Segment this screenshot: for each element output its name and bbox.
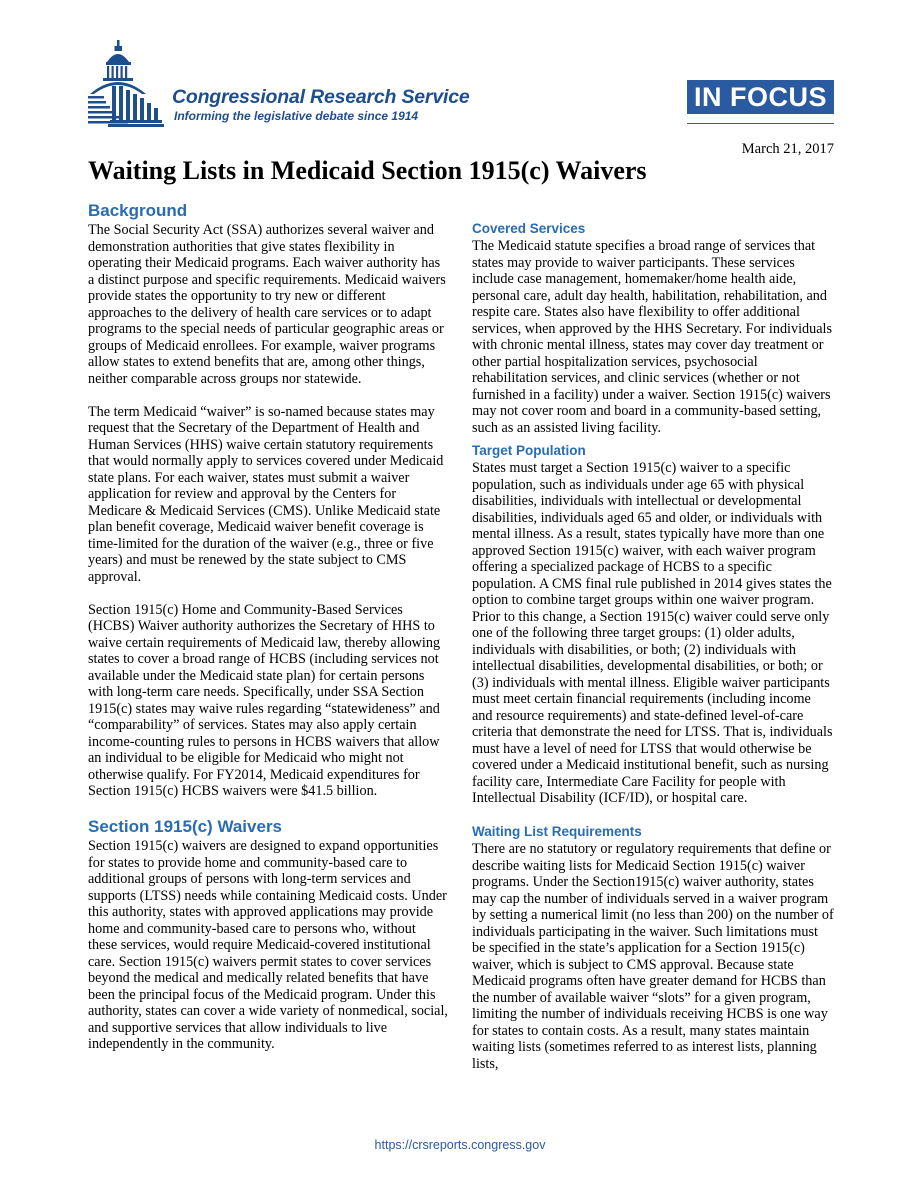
organization-tagline: Informing the legislative debate since 1914 [174,109,419,123]
paragraph: Section 1915(c) Home and Community-Based Services (HCBS) Waiver authority authorizes the Secretary of HHS to waive certain requirements of Medicaid law, thereby allowing states to cover a broad range of HCBS (including services not available under the Medicaid state plan) for certain persons with long-term care needs. Specifically, under SSA Section 1915(c) states may waive rules regarding “statewideness” and “comparability” of services. States may also apply certain income-counting rules to persons in HCBS waivers that allow an individual to be eligible for Medicaid who might not otherwise qualify. For FY2014, Medicaid expenditures for Section 1915(c) HCBS waivers were $41.5 billion. [88,601,441,799]
paragraph: States must target a Section 1915(c) waiver to a specific population, such as individuals under age 65 with physical disabilities, individuals with intellectual or developmental disabilities, individuals aged 65 and older, or individuals with mental illness. As a result, states typically have more than one approved Section 1915(c) waiver, with each waiver program offering a specialized package of HCBS to a specific population. A CMS final rule published in 2014 gives states the option to combine target groups within one waiver program. Prior to this change, a Section 1915(c) waiver could serve only one of the following three target groups: (1) older adults, individuals with disabilities, or both; (2) individuals with intellectual disabilities, developmental disabilities, or both; or (3) individuals with mental illness. Eligible waiver participants must meet certain financial requirements (including income and resource requirements) and state-defined level-of-care criteria that demonstrate the need for LTSS. That is, individuals must have a level of need for LTSS that would otherwise be covered under a Medicaid institutional benefit, such as nursing facility care, Intermediate Care Facility for people with Intellectual Disability (ICF/ID), or hospital care. [472,460,833,806]
section-heading-background: Background [88,201,188,220]
paragraph: There are no statutory or regulatory requirements that define or describe waiting lists for Medicaid Section 1915(c) waiver programs. Under the Section1915(c) waiver authority, states may cap the number of individuals served in a waiver program by setting a numerical limit (no less than 200) on the number of individuals participating in the waiver. Such limitations must be specified in the state’s application for a Section 1915(c) waiver, which is subject to CMS approval. Because state Medicaid programs often have greater demand for HCBS than the number of available waiver “slots” for a given program, limiting the number of individuals receiving HCBS is one way for states to contain costs. As a result, many states maintain waiting lists (sometimes referred to as interest lists, planning lists, [472,841,834,1072]
section-heading-waivers: Section 1915(c) Waivers [88,817,283,836]
right-column [472,220,834,1089]
paragraph: Section 1915(c) waivers are designed to expand opportunities for states to provide home and community-based care to additional groups of persons with long-term services and supports (LTSS) needs while containing Medicaid costs. Under this authority, states with approved applications may provide home and community-based care to persons who, without these services, would require Medicaid-covered institutional care. Section 1915(c) waivers permit states to cover services beyond the medical and medically related benefits that have been the principal focus of the Medicaid program. Under this authority, states can cover a wide variety of nonmedical, social, and supportive services that allow individuals to live independently in the community. [88,838,448,1052]
subsection-heading-waiting-list: Waiting List Requirements [472,824,642,839]
paragraph: The Social Security Act (SSA) authorizes several waiver and demonstration authorities that give states flexibility in operating their Medicaid programs. Each waiver authority has a distinct purpose and specific requirements. Medicaid waivers provide states the opportunity to try new or different approaches to the delivery of health care services or to adapt programs to the special needs of particular geographic areas or groups of Medicaid enrollees. For example, waiver programs allow states to extend benefits that are, among other things, neither comparable across groups nor statewide. [88,222,446,387]
report-date: March 21, 2017 [741,141,834,157]
capitol-dome-icon [84,40,166,130]
page-title: Waiting Lists in Medicaid Section 1915(c) Waivers [88,156,647,185]
organization-name: Congressional Research Service [172,86,470,108]
left-column [88,200,448,1069]
paragraph: The term Medicaid “waiver” is so-named because states may request that the Secretary of the Department of Health and Human Services (HHS) waive certain statutory requirements that would normally apply to services covered under Medicaid state plans. For each waiver, states must submit a waiver application for review and approval by the Centers for Medicare & Medicaid Services (CMS). Unlike Medicaid state plan benefit coverage, Medicaid waiver benefit coverage is time-limited for the duration of the waiver (e.g., three or five years) and must be renewed by the state subject to CMS approval. [88,403,444,585]
subsection-heading-covered-services: Covered Services [472,221,586,236]
report-header [0,0,920,140]
subsection-heading-target-population: Target Population [472,443,586,458]
footer-url-link[interactable]: https://crsreports.congress.gov [374,1138,546,1152]
header-rule [687,123,834,124]
paragraph: The Medicaid statute specifies a broad range of services that states may provide to waiver participants. These services include case management, homemaker/home health aide, personal care, adult day health, habilitation, rehabilitation, and respite care. States also have flexibility to offer additional services, when approved by the HHS Secretary. For individuals with chronic mental illness, states may cover day treatment or other partial hospitalization services, psychosocial rehabilitation services, and clinic services (whether or not furnished in a facility) under a waiver. Section 1915(c) waivers may not cover room and board in a community-based setting, such as an assisted living facility. [472,238,832,436]
in-focus-badge: IN FOCUS [687,80,834,114]
